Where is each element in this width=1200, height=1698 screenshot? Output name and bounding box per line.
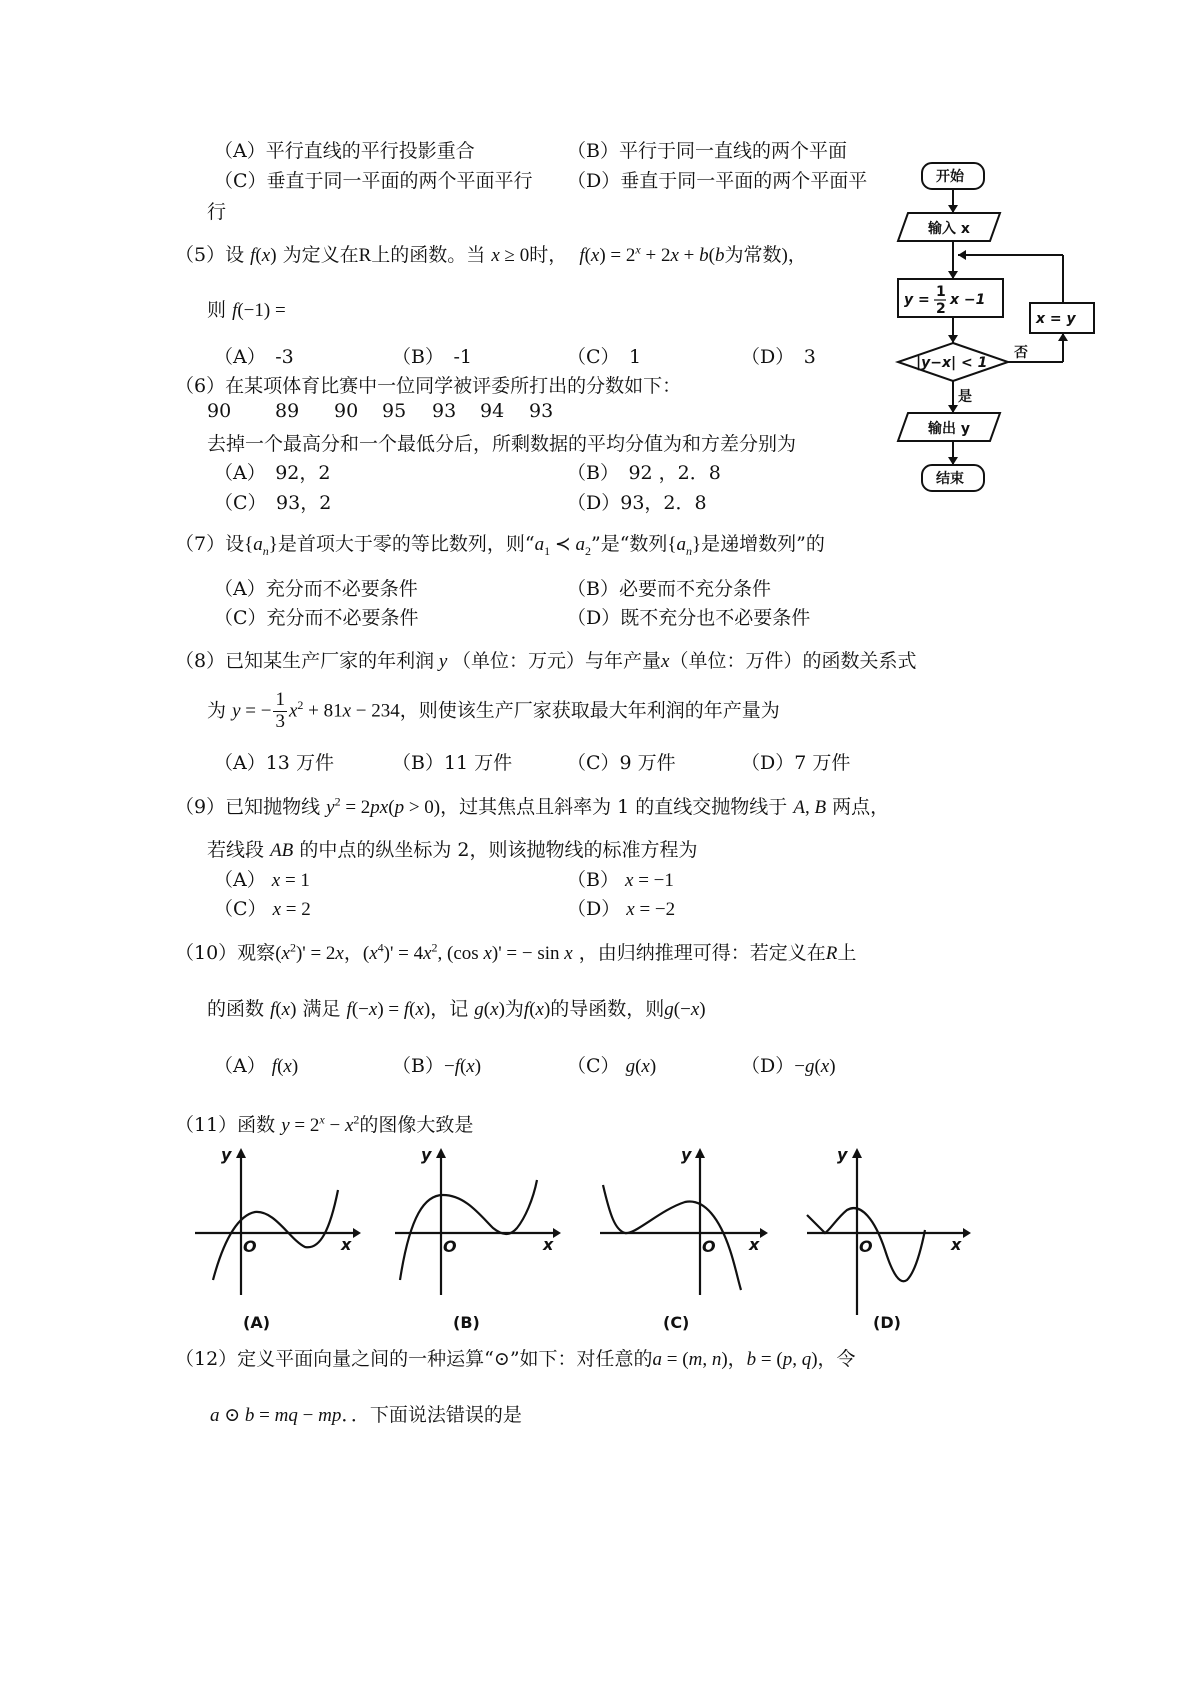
q10-option-d: （D）−g(x) [741, 1055, 836, 1077]
graph-a-curve [213, 1190, 338, 1280]
q4-option-c: （C）垂直于同一平面的两个平面平行 [214, 170, 533, 192]
flowchart-decision-label: |y−x| < 1 [916, 355, 988, 371]
q7-stem: （7）设$\{a_n\}$是首项大于零的等比数列，则“$a_1$ ≺ $a_2$”是“数列$\{a_n\}$是递增数列”的 [175, 533, 825, 558]
graph-b [395, 1158, 553, 1295]
q7-option-b: （B）必要而不充分条件 [567, 578, 771, 600]
graph-c-x-arrow [760, 1228, 768, 1238]
graph-d [807, 1158, 963, 1315]
q6-option-a: （A） 92，2 [214, 462, 331, 484]
q9-option-c: （C） x = 2 [214, 898, 311, 920]
q5-option-d: （D） 3 [741, 346, 816, 368]
q8-line2: 为 y = − $\frac{1}{3}$ $x^2 + 81x - 234$，则使该生产厂家获取最大年利润的年产量为 [207, 689, 780, 732]
flowchart-process-lhs: y = [904, 292, 930, 308]
graph-d-origin: O [859, 1237, 873, 1256]
graph-a-label: (A) [243, 1313, 271, 1332]
q4-option-d: （D）垂直于同一平面的两个平面平 [567, 170, 868, 192]
graph-d-y-label: y [837, 1145, 848, 1164]
graph-c [600, 1158, 760, 1295]
graph-d-label: (D) [873, 1313, 901, 1332]
graph-b-x-label: x [543, 1235, 554, 1254]
q11-graphs [185, 1140, 975, 1340]
flowchart-start-label: 开始 [936, 169, 964, 185]
q9-stem: （9）已知抛物线 $y^2 = 2px(p > 0)$，过其焦点且斜率为 1 的直线交抛物线于 A, B 两点， [175, 794, 890, 818]
q12-line2: a ⊙ b = mq − mp．．下面说法错误的是 [210, 1404, 522, 1426]
q10-option-c: （C） g(x) [567, 1055, 657, 1077]
graph-c-label: (C) [663, 1313, 690, 1332]
q7-option-a: （A）充分而不必要条件 [214, 578, 418, 600]
q4-option-a: （A）平行直线的平行投影重合 [214, 140, 475, 162]
q9-line2: 若线段 AB 的中点的纵坐标为 2，则该抛物线的标准方程为 [207, 839, 698, 861]
flowchart-process-num: 1 [936, 284, 946, 300]
q8-option-d: （D）7 万件 [741, 752, 851, 774]
q5-option-c: （C） 1 [567, 346, 642, 368]
q6-option-d: （D）93，2．8 [567, 492, 707, 514]
flowchart-process-rhs: x −1 [950, 292, 986, 308]
q9-option-b: （B） x = −1 [567, 869, 674, 891]
q5-stem: （5）设 f(x) 为定义在R上的函数。当 x ≥ 0时， $f(x) = 2^x + 2x + b(b$为常数)， [175, 242, 807, 266]
flowchart [890, 155, 1105, 505]
q5-line2: 则 f(−1) = [207, 299, 286, 321]
graph-c-y-label: y [681, 1145, 692, 1164]
graph-b-x-arrow [553, 1228, 561, 1238]
graph-a [195, 1158, 353, 1295]
graph-c-origin: O [702, 1237, 716, 1256]
graph-b-label: (B) [453, 1313, 480, 1332]
q4-option-d-wrap: 行 [207, 201, 227, 223]
q6-option-c: （C） 93，2 [214, 492, 332, 514]
q9-option-a: （A） x = 1 [214, 869, 310, 891]
graph-b-curve [400, 1180, 537, 1280]
graph-a-x-arrow [353, 1228, 361, 1238]
graph-a-x-label: x [341, 1235, 352, 1254]
flowchart-input-label: 输入 x [928, 221, 970, 237]
q10-option-a: （A） f(x) [214, 1055, 299, 1077]
q6-option-b: （B） 92 ，2．8 [567, 462, 721, 484]
graph-a-origin: O [243, 1237, 257, 1256]
q7-option-c: （C）充分而不必要条件 [214, 607, 419, 629]
q9-option-d: （D） x = −2 [567, 898, 676, 920]
graph-b-y-label: y [421, 1145, 432, 1164]
graph-b-origin: O [443, 1237, 457, 1256]
q6-stem: （6）在某项体育比赛中一位同学被评委所打出的分数如下： [175, 375, 682, 397]
flowchart-output-label: 输出 y [928, 421, 970, 437]
q6-line3: 去掉一个最高分和一个最低分后，所剩数据的平均分值为和方差分别为 [207, 433, 797, 455]
graph-d-x-arrow [963, 1228, 971, 1238]
flowchart-no-label: 否 [1014, 345, 1028, 361]
graph-a-y-arrow [236, 1148, 246, 1158]
q4-option-b: （B）平行于同一直线的两个平面 [567, 140, 847, 162]
q12-stem: （12）定义平面向量之间的一种运算“⊙”如下：对任意的a = (m, n)，b = (p, q)，令 [175, 1348, 856, 1370]
graph-d-x-label: x [951, 1235, 962, 1254]
graph-a-y-label: y [221, 1145, 232, 1164]
q8-stem: （8）已知某生产厂家的年利润 y （单位：万元）与年产量x（单位：万件）的函数关系式 [175, 650, 917, 672]
flowchart-assign-label: x = y [1036, 311, 1076, 327]
q10-line2: 的函数 f(x) 满足 f(−x) = f(x)，记 g(x)为f(x)的导函数，则g(−x) [207, 998, 706, 1020]
flowchart-process-den: 2 [936, 301, 946, 317]
q11-stem: （11）函数 $y = 2^x - x^2$的图像大致是 [175, 1112, 474, 1136]
q5-option-a: （A） -3 [214, 346, 294, 368]
q10-stem: （10）观察$(x^2)' = 2x$，$(x^4)' = 4x^2$, (cos x)' = − sin x ，由归纳推理可得：若定义在R上 [175, 940, 857, 964]
q8-option-c: （C）9 万件 [567, 752, 676, 774]
graph-d-y-arrow [852, 1148, 862, 1158]
graph-c-curve [603, 1185, 741, 1290]
flowchart-yes-label: 是 [958, 389, 972, 405]
flowchart-end-label: 结束 [936, 471, 964, 487]
q10-option-b: （B）−f(x) [392, 1055, 482, 1077]
q8-option-b: （B）11 万件 [392, 752, 513, 774]
q7-option-d: （D）既不充分也不必要条件 [567, 607, 811, 629]
q8-option-a: （A）13 万件 [214, 752, 334, 774]
q5-option-b: （B） -1 [392, 346, 472, 368]
graph-c-x-label: x [749, 1235, 760, 1254]
graph-c-y-arrow [695, 1148, 705, 1158]
graph-b-y-arrow [436, 1148, 446, 1158]
